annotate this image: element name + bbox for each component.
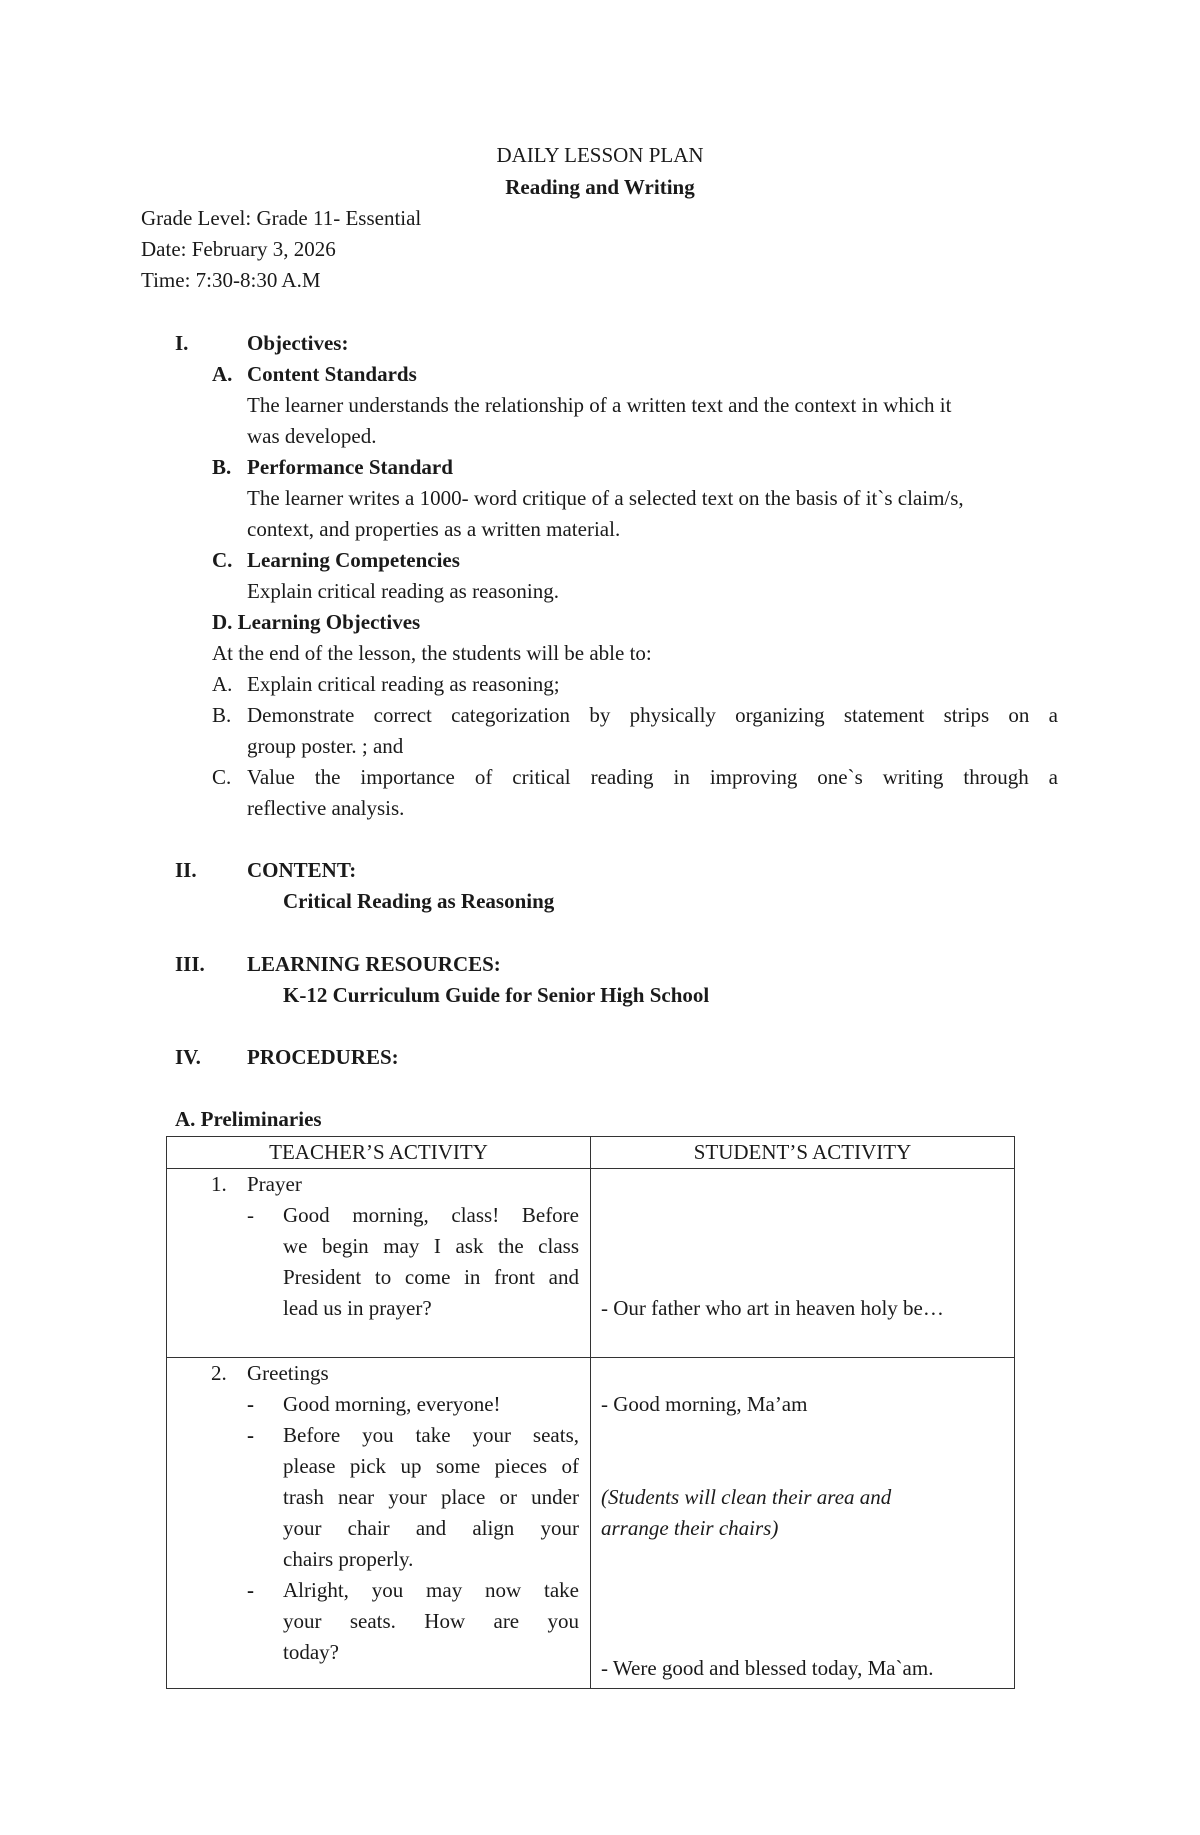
teacher-line: trash near your place or under xyxy=(283,1485,579,1509)
student-stage-direction: arrange their chairs) xyxy=(601,1516,779,1540)
student-response: - Good morning, Ma’am xyxy=(601,1392,808,1416)
activity-title: Greetings xyxy=(247,1361,329,1385)
content-standards-text-line: was developed. xyxy=(247,424,377,448)
lesson-time: Time: 7:30-8:30 A.M xyxy=(141,268,321,292)
content-standards-text-line: The learner understands the relationship of a written text and the context in which it xyxy=(247,393,952,417)
activity-number: 2. xyxy=(211,1361,227,1385)
grade-level: Grade Level: Grade 11- Essential xyxy=(141,206,422,230)
teacher-line: your chair and align your xyxy=(283,1516,579,1540)
student-activity-cell xyxy=(591,1169,1015,1358)
section-heading-objectives: Objectives: xyxy=(247,331,349,355)
learning-objectives-heading: D. Learning Objectives xyxy=(212,610,421,634)
objective-text: reflective analysis. xyxy=(247,796,405,820)
student-response: - Our father who art in heaven holy be… xyxy=(601,1296,944,1320)
teacher-line: chairs properly. xyxy=(283,1547,414,1571)
performance-standard-heading: Performance Standard xyxy=(247,455,453,479)
teacher-activity-cell xyxy=(167,1169,591,1358)
activity-table xyxy=(166,1136,1015,1689)
learning-objectives-intro: At the end of the lesson, the students will be able to: xyxy=(212,641,652,665)
content-standards-letter: A. xyxy=(212,362,233,386)
dash-bullet: - xyxy=(247,1392,254,1416)
dash-bullet: - xyxy=(247,1578,254,1602)
teacher-line: Good morning, everyone! xyxy=(283,1392,501,1416)
objective-text: Value the importance of critical reading in improving one`s writing through a xyxy=(247,765,1058,789)
objective-text: group poster. ; and xyxy=(247,734,404,758)
content-standards-heading: Content Standards xyxy=(247,362,417,386)
objective-letter: A. xyxy=(212,672,233,696)
performance-standard-text-line: context, and properties as a written material. xyxy=(247,517,621,541)
table-row xyxy=(167,1358,1015,1689)
dash-bullet: - xyxy=(247,1203,254,1227)
teacher-line: Before you take your seats, xyxy=(283,1423,579,1447)
performance-standard-letter: B. xyxy=(212,455,232,479)
objective-letter: C. xyxy=(212,765,232,789)
teacher-line: lead us in prayer? xyxy=(283,1296,432,1320)
dash-bullet: - xyxy=(247,1423,254,1447)
learning-competencies-text: Explain critical reading as reasoning. xyxy=(247,579,559,603)
teacher-line: we begin may I ask the class xyxy=(283,1234,579,1258)
student-activity-cell xyxy=(591,1358,1015,1689)
teacher-line: Alright, you may now take xyxy=(283,1578,579,1602)
objective-letter: B. xyxy=(212,703,232,727)
section-numeral-content: II. xyxy=(175,858,197,882)
preliminaries-heading: A. Preliminaries xyxy=(175,1107,322,1131)
section-numeral-procedures: IV. xyxy=(175,1045,201,1069)
resource-item: K-12 Curriculum Guide for Senior High School xyxy=(283,983,710,1007)
teacher-activity-header: TEACHER’S ACTIVITY xyxy=(167,1137,591,1169)
table-header-row xyxy=(167,1137,1015,1169)
student-activity-header: STUDENT’S ACTIVITY xyxy=(591,1137,1015,1169)
student-response: - Were good and blessed today, Ma`am. xyxy=(601,1656,934,1680)
section-heading-resources: LEARNING RESOURCES: xyxy=(247,952,501,976)
teacher-activity-cell xyxy=(167,1358,591,1689)
activity-title: Prayer xyxy=(247,1172,302,1196)
teacher-line: today? xyxy=(283,1640,339,1664)
lesson-date: Date: February 3, 2026 xyxy=(141,237,336,261)
teacher-line: President to come in front and xyxy=(283,1265,579,1289)
learning-competencies-heading: Learning Competencies xyxy=(247,548,460,572)
teacher-line: your seats. How are you xyxy=(283,1609,579,1633)
section-heading-content: CONTENT: xyxy=(247,858,357,882)
section-heading-procedures: PROCEDURES: xyxy=(247,1045,399,1069)
teacher-line: Good morning, class! Before xyxy=(283,1203,579,1227)
student-stage-direction: (Students will clean their area and xyxy=(601,1485,892,1509)
performance-standard-text-line: The learner writes a 1000- word critique of a selected text on the basis of it`s claim/s, xyxy=(247,486,964,510)
objective-text: Demonstrate correct categorization by physically organizing statement strips on a xyxy=(247,703,1058,727)
activity-number: 1. xyxy=(211,1172,227,1196)
document-title: DAILY LESSON PLAN xyxy=(496,143,704,167)
objective-text: Explain critical reading as reasoning; xyxy=(247,672,560,696)
content-topic: Critical Reading as Reasoning xyxy=(283,889,555,913)
table-row xyxy=(167,1169,1015,1358)
section-numeral-objectives: I. xyxy=(175,331,189,355)
learning-competencies-letter: C. xyxy=(212,548,233,572)
section-numeral-resources: III. xyxy=(175,952,205,976)
document-subtitle: Reading and Writing xyxy=(505,175,695,199)
teacher-line: please pick up some pieces of xyxy=(283,1454,579,1478)
